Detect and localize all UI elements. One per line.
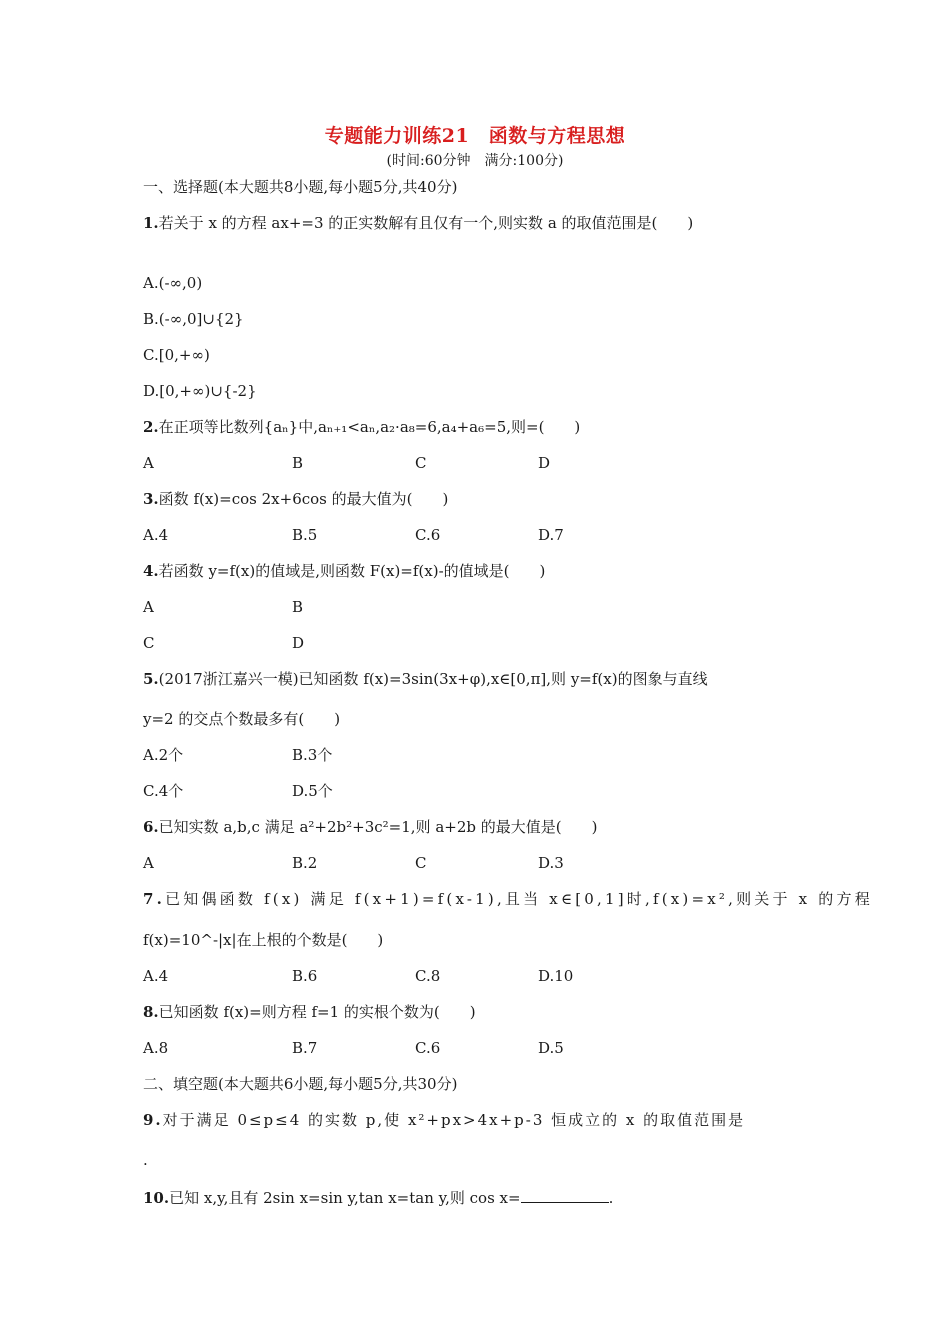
- question-8: [143, 1002, 476, 1022]
- question-4: [143, 561, 545, 581]
- option-b: B.2: [292, 854, 318, 872]
- option-c: C.6: [415, 526, 441, 544]
- option-a: A.(-∞,0): [143, 274, 203, 292]
- question-text: 若函数 y=f(x)的值域是,则函数 F(x)=f(x)-的值域是( ): [158, 562, 546, 580]
- question-number: 4.: [143, 562, 159, 580]
- question-text: 已知偶函数 f(x) 满足 f(x+1)=f(x-1),且当 x∈[0,1]时,f(x)=x²,则关于 x 的方程: [165, 890, 873, 908]
- option-b: B.3个: [292, 746, 333, 764]
- option-c: C.4个: [143, 782, 184, 800]
- question-number: 2.: [143, 418, 159, 436]
- question-text: 在正项等比数列{aₙ}中,aₙ₊₁<aₙ,a₂·a₈=6,a₄+a₆=5,则=( ): [158, 418, 581, 436]
- option-b: B.6: [292, 967, 318, 985]
- option-c: C.6: [415, 1039, 441, 1057]
- option-d: D.10: [538, 967, 574, 985]
- question-text: 对于满足 0≤p≤4 的实数 p,使 x²+px>4x+p-3 恒成立的 x 的取值范围是: [162, 1111, 746, 1129]
- option-b: B.(-∞,0]∪{2}: [143, 310, 244, 328]
- option-d: D.3: [538, 854, 564, 872]
- question-number: 10.: [143, 1189, 170, 1207]
- option-a: A: [143, 598, 154, 616]
- question-7-continuation: f(x)=10^-|x|在上根的个数是( ): [143, 931, 384, 949]
- question-text: 函数 f(x)=cos 2x+6cos 的最大值为( ): [158, 490, 449, 508]
- question-end: .: [608, 1189, 614, 1207]
- option-a: A.4: [143, 967, 169, 985]
- question-text: 已知 x,y,且有 2sin x=sin y,tan x=tan y,则 cos x=: [169, 1189, 521, 1207]
- option-b: B.7: [292, 1039, 318, 1057]
- option-b: B.5: [292, 526, 318, 544]
- question-6: [143, 817, 597, 837]
- question-number: 9.: [143, 1111, 163, 1129]
- section-heading-fill: 二、填空题(本大题共6小题,每小题5分,共30分): [143, 1075, 458, 1093]
- question-5-continuation: y=2 的交点个数最多有( ): [143, 710, 341, 728]
- option-a: A: [143, 854, 154, 872]
- option-d: D.5: [538, 1039, 564, 1057]
- option-a: A: [143, 454, 154, 472]
- option-b: B: [292, 598, 304, 616]
- question-text: (2017浙江嘉兴一模)已知函数 f(x)=3sin(3x+φ),x∈[0,π],则 y=f(x)的图象与直线: [158, 670, 708, 688]
- section-heading-choice: 一、选择题(本大题共8小题,每小题5分,共40分): [143, 178, 458, 196]
- option-b: B: [292, 454, 304, 472]
- option-d: D.5个: [292, 782, 333, 800]
- question-number: 6.: [143, 818, 159, 836]
- question-text: 已知函数 f(x)=则方程 f=1 的实根个数为( ): [158, 1003, 476, 1021]
- option-c: C: [415, 454, 427, 472]
- question-10: [143, 1187, 613, 1208]
- question-2: [143, 417, 580, 437]
- option-c: C: [143, 634, 155, 652]
- page-title: 专题能力训练21 函数与方程思想: [324, 125, 626, 147]
- answer-blank[interactable]: [521, 1187, 609, 1203]
- option-d: D.7: [538, 526, 564, 544]
- question-text: 已知实数 a,b,c 满足 a²+2b²+3c²=1,则 a+2b 的最大值是( ): [158, 818, 598, 836]
- option-a: A.2个: [143, 746, 184, 764]
- question-number: 7.: [143, 890, 166, 908]
- option-c: C.[0,+∞): [143, 346, 210, 364]
- question-number: 3.: [143, 490, 159, 508]
- question-9-continuation: .: [143, 1151, 148, 1169]
- option-a: A.4: [143, 526, 169, 544]
- question-7: [143, 889, 873, 909]
- question-number: 8.: [143, 1003, 159, 1021]
- question-number: 1.: [143, 214, 159, 232]
- question-3: [143, 489, 448, 509]
- page-subtitle: (时间:60分钟 满分:100分): [386, 153, 564, 169]
- question-1: [143, 213, 693, 233]
- option-c: C: [415, 854, 427, 872]
- option-d: D.[0,+∞)∪{-2}: [143, 382, 257, 400]
- question-5: [143, 669, 708, 689]
- option-d: D: [538, 454, 551, 472]
- question-9: [143, 1110, 745, 1130]
- question-text: 若关于 x 的方程 ax+=3 的正实数解有且仅有一个,则实数 a 的取值范围是( ): [158, 214, 694, 232]
- option-a: A.8: [143, 1039, 169, 1057]
- option-d: D: [292, 634, 305, 652]
- question-number: 5.: [143, 670, 159, 688]
- option-c: C.8: [415, 967, 441, 985]
